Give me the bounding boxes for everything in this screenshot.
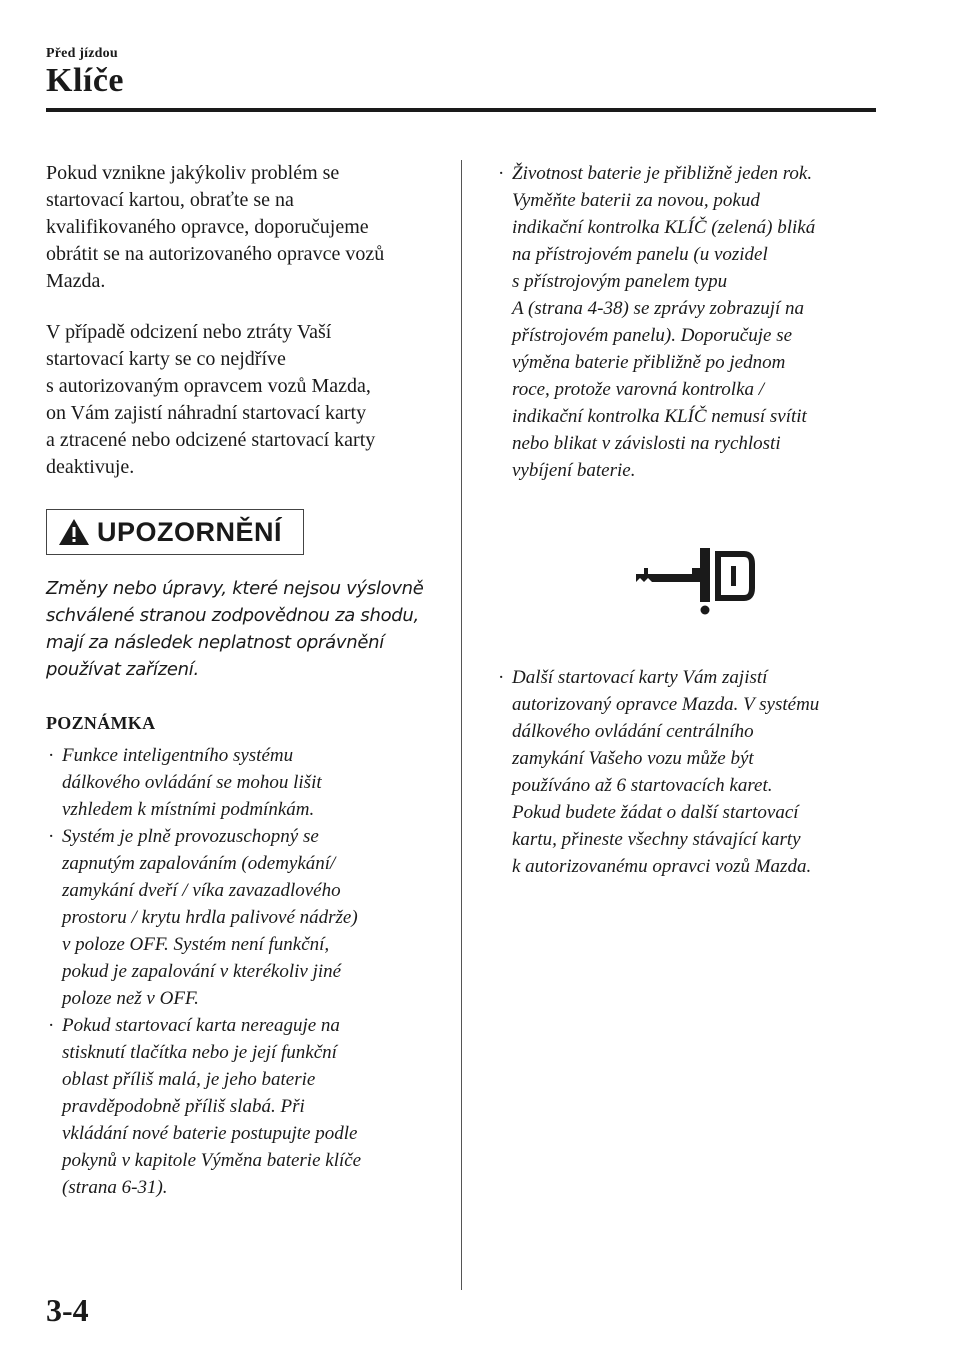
note-item: · Funkce inteligentního systému dálkového ovládání se mohou lišit vzhledem k místními podmínkám. <box>48 745 322 820</box>
page-title: Klíče <box>46 62 125 99</box>
section-label: Před jízdou <box>46 46 118 61</box>
note-list <box>46 742 446 1201</box>
note-item: · Pokud startovací karta nereaguje na stisknutí tlačítka nebo je její funkční oblast příliš malá, je jeho baterie pravděpodobně příliš slabá. Při vkládání nové baterie postupujte podle pokynů v kapitole Výměna baterie klíče (strana 6-31). <box>48 1015 362 1198</box>
caution-text: Změny nebo úpravy, které nejsou výslovně schválené stranou zodpovědnou za shodu, mají za následek neplatnost oprávnění používat zařízení. <box>46 578 424 680</box>
note-item-battery: · Životnost baterie je přibližně jeden rok. Vyměňte baterii za novou, pokud indikační kontrolka KLÍČ (zelená) bliká na přístrojovém panelu (u vozidel s přístrojovým panelem typu A (strana 4-38) se zprávy zobrazují na přístrojovém panelu). Doporučuje se výměna baterie přibližně po jednom roce, protože varovná kontrolka / indikační kontrolka KLÍČ nemusí svítit nebo blikat v závislosti na rychlosti vybíjení baterie. <box>498 163 816 481</box>
note-heading: POZNÁMKA <box>46 713 156 733</box>
warning-triangle-icon <box>57 517 91 547</box>
note-item: · Systém je plně provozuschopný se zapnutým zapalováním (odemykání/ zamykání dveří / víka zavazadlového prostoru / krytu hrdla palivové nádrže) v poloze OFF. Systém není funkční, pokud je zapalování v kterékoliv jiné poloze než v OFF. <box>48 826 358 1009</box>
caution-label: UPOZORNĚNÍ <box>97 516 283 547</box>
right-note-list <box>496 160 886 484</box>
right-note-list-2 <box>496 664 886 880</box>
caution-box <box>46 509 304 555</box>
header-divider <box>46 108 876 112</box>
left-column <box>46 160 446 1201</box>
paragraph-problem: Pokud vznikne jakýkoliv problém se startovací kartou, obraťte se na kvalifikovaného opravce, doporučujeme obrátit se na autorizovaného opravce vozů Mazda. <box>46 162 385 292</box>
right-column <box>496 160 886 880</box>
column-divider <box>461 160 462 1290</box>
key-warning-indicator-icon <box>634 536 756 616</box>
paragraph-theft: V případě odcizení nebo ztráty Vaší startovací karty se co nejdříve s autorizovaným opravcem vozů Mazda, on Vám zajistí náhradní startovací karty a ztracené nebo odcizené startovací karty deaktivuje. <box>46 321 376 478</box>
page-number: 3-4 <box>46 1292 89 1328</box>
note-item-extra-cards: · Další startovací karty Vám zajistí autorizovaný opravce Mazda. V systému dálkového ovládání centrálního zamykání Vašeho vozu může být používáno až 6 startovacích karet. Pokud budete žádat o další startovací kartu, přineste všechny stávající karty k autorizovanému opravci vozů Mazda. <box>498 667 820 877</box>
